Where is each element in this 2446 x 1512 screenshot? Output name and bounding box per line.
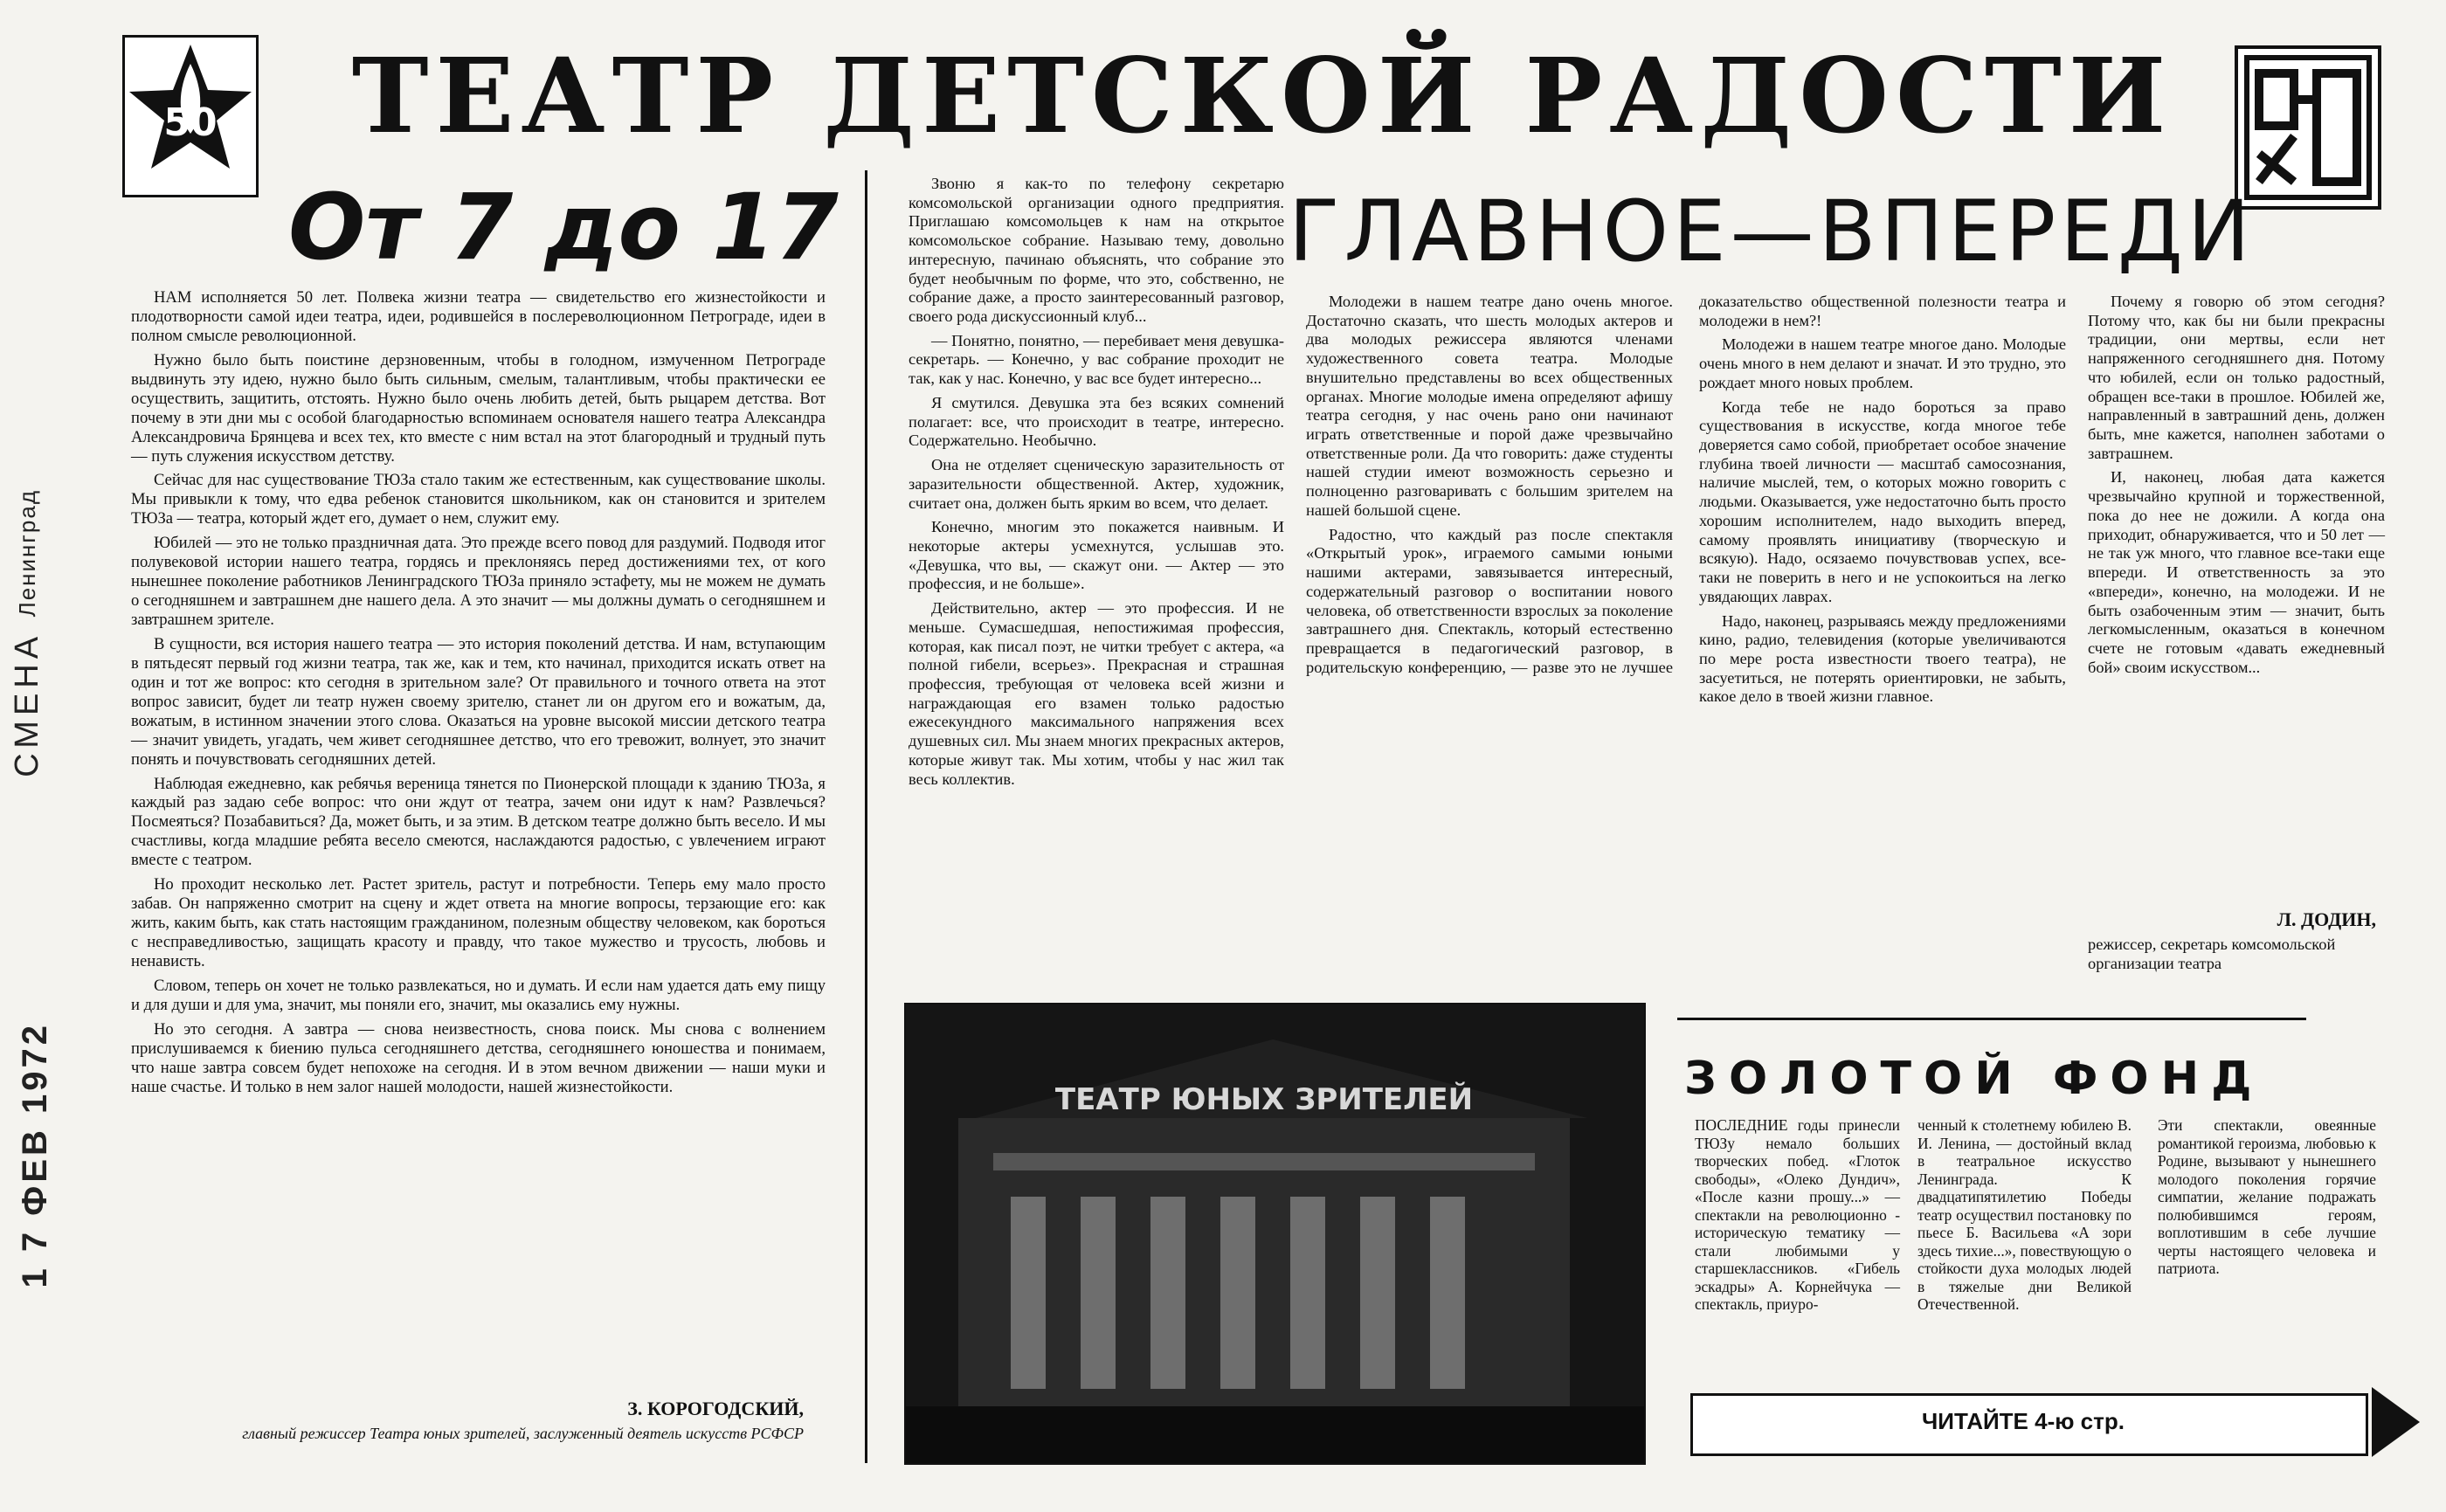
paragraph: Наблюдая ежедневно, как ребячья вереница тянется по Пионерской площади к зданию ТЮЗа, я каждый раз задаю себе вопрос: что они ждут от театра, зачем они идут к нам? Развлечься? Посмеяться? Позабавиться? Да, может быть, и за этим. В детском театре должно быть весело. И мы счастливы, когда младшие ребята весело смеются, наслаждаются радостью, с увлечением играют вместе с театром.: [131, 774, 826, 870]
paragraph: Звоню я как-то по телефону секретарю комсомольской организации одного предприятия. Приглашаю комсомольцев к нам на открытое комсомольское собрание. Называю тему, довольно интересную, пачинаю объяснять, что собрание это будет необычным по форме, что это, собственно, не собрание даже, а просто заинтересованный разговор, своего рода дискуссионный клуб...: [909, 175, 1284, 326]
arrow-right-icon: [2372, 1387, 2420, 1457]
paragraph: Почему я говорю об этом сегодня? Потому что, как бы ни были прекрасны традиции, они мертвы, если нет напряженного сегодняшнего дня. Потому что юбилей, если он только радостный, обращен все-таки в прошлое. Юбилей же, направленный в завтрашний день, должен быть, мне кажется, наполнен заботами о завтрашнем.: [2088, 293, 2385, 462]
paragraph: Я смутился. Девушка эта без всяких сомнений полагает: все, что происходит в театре, интересно. Содержательно. Необычно.: [909, 393, 1284, 450]
theatre-photo: [904, 1003, 1646, 1465]
article-right-col2: [1306, 293, 2066, 983]
paragraph: И, наконец, любая дата кажется чрезвычайно крупной и торжественной, пока до нее не дожили. А когда она приходит, обнаруживается, что и 50 лет — не так уж много, что главное все-таки еще впереди. И ответственность за это «впереди», конечно, на молодежи. И не быть озабоченным этим — значит, быть легкомысленным, оказаться в конечном счете не готовым «давать ежедневный бой» своим искусством...: [2088, 468, 2385, 676]
newspaper-name: СМЕНА: [9, 631, 45, 777]
article-left-body: [131, 288, 826, 1380]
paragraph: Молодежи в нашем театре дано очень многое. Достаточно сказать, что шесть молодых актеров и два молодых режиссера являются членами художественного совета театра. Молодые внушительно представлены во всех общественных органах. Многие молодые имена определяют афишу театра сегодня, у нас очень рано они начинают играть ответственные и порой даже чрезвычайно ответственные роли. Да что говорить: даже студенты нашей студии имеют возможность серьезно и полноценно разговаривать с большим зрителем на нашей большой сцене.: [1306, 293, 1673, 519]
photo-sign-text: ТЕАТР ЮНЫХ ЗРИТЕЛЕЙ: [1054, 1082, 1474, 1117]
paragraph: Надо, наконец, разрываясь между предложениями кино, радио, телевидения (которые увеличиваются по мере роста известности твоего театра), не засуетиться, не потерять ориентировки, не забыть, какое дело в твоей жизни главное.: [1699, 611, 2066, 706]
paragraph: В сущности, вся история нашего театра — это история поколений детства. И нам, вступающим в пятьдесят первый год жизни театра, так же, как и тем, кто начинал, приходится искать ответ на один и тот же вопрос: кто сегодня в зрительном зале? От правильного и точного ответа на этот вопрос зависит, будет ли театр нужен своему зрителю, станет ли он другом его и вожатым, да, вожатым, в истинном значении этого слова. Оказаться на уровне высокой миссии детского театра — значит увидеть, угадать, чем живет сегодняшнее детство, что его тревожит, волнует, это значит понять и почувствовать сегодняшних детей.: [131, 634, 826, 769]
paragraph: НАМ исполняется 50 лет. Полвека жизни театра — свидетельство его жизнестойкости и плодотворности самой идеи театра, идеи, родившейся в послереволюционном Петрограде, идеи в полном смысле революционной.: [131, 288, 826, 345]
paragraph: Сейчас для нас существование ТЮЗа стало таким же естественным, как существование школы. Мы привыкли к тому, что едва ребенок становится школьником, как он становится и зрителем ТЮЗа — театра, который ждет его, думает о нем, служит ему.: [131, 471, 826, 528]
paragraph: Юбилей — это не только праздничная дата. Это прежде всего повод для раздумий. Подводя итог полувековой истории нашего театра, гордясь и преклоняясь перед достижениями тех, от кого нынешнее поколение работников Ленинградского ТЮЗа приняло эстафету, мы не можем не думать о сегодняшнем и завтрашнем дне нашего дела. А это значит — мы должны думать о сегодняшнем и завтрашнем зрителе.: [131, 534, 826, 629]
article-right-col1: [909, 175, 1284, 961]
theatre-building-image: [906, 1005, 1644, 1463]
page-title: ТЕАТР ДЕТСКОЙ РАДОСТИ: [351, 35, 2173, 156]
author-role-right: режиссер, секретарь комсомольской организации театра: [2088, 936, 2336, 973]
emblem-number: 50: [163, 100, 218, 145]
paragraph: Конечно, многим это покажется наивным. И некоторые актеры усмехнутся, услышав это. «Девушка, что вы, — скажут они. — Актер — это профессия, и не больше».: [909, 518, 1284, 593]
paragraph: — Понятно, понятно, — перебивает меня девушка-секретарь. — Конечно, у вас собрание проходит не так, как у нас. Конечно, у вас все будет интересно...: [909, 331, 1284, 388]
column-divider: [865, 170, 867, 1463]
star-flame-icon: [125, 38, 256, 195]
article-headline-right: ГЛАВНОЕ—ВПЕРЕДИ: [1289, 183, 2255, 280]
paragraph: Она не отделяет сценическую заразительность от заразительности общественной. Актер, художник, считает она, должен быть ярким во всем, что делает.: [909, 456, 1284, 512]
paragraph: Действительно, актер — это профессия. И не меньше. Сумасшедшая, непостижимая профессия, которая, как писал поэт, не читки требует с актера, «а полной гибели, всерьез». Прекрасная и страшная профессия, требующая от человека всей жизни и награждающая его взамен только радостью ежесекундного максимального напряжения всех душевных сил. Мы знаем многих прекрасных актеров, которые живут так. Мы хотим, чтобы у нас жил так весь коллектив.: [909, 599, 1284, 788]
fund-col3: Эти спектакли, овеянные романтикой героизма, любовью к Родине, вызывают у нынешнего молодого поколения горячие симпатии, желание подражать полюбившимся героям, воплотившим в себе лучшие черты настоящего человека и патриота.: [2158, 1116, 2376, 1278]
paragraph: Словом, теперь он хочет не только развлекаться, но и думать. И если нам удается дать ему пищу и для души и для ума, значит, мы поняли его, значит, мы оказались ему нужны.: [131, 976, 826, 1014]
newspaper-city: Ленинград: [14, 489, 40, 618]
paragraph: Но это сегодня. А завтра — снова неизвестность, снова поиск. Мы снова с волнением прислушиваемся к биению пульса сегодняшнего детства, сегодняшнего юношества и понимаем, что наше завтра совсем будет непохоже на сегодня. И в этом вечном движении — наши муки и наше счастье. И только в нем залог нашей молодости, нашей жизнестойкости.: [131, 1019, 826, 1096]
author-role-left: главный режиссер Театра юных зрителей, заслуженный деятель искусств РСФСР: [242, 1425, 804, 1442]
article-headline-left: От 7 до 17: [288, 174, 839, 280]
read-more-label[interactable]: ЧИТАЙТЕ 4-ю стр.: [1922, 1408, 2125, 1434]
article-right-col3: [2088, 293, 2385, 904]
paragraph: Когда тебе не надо бороться за право существования в искусстве, когда многое тебе доверяется само собой, приобретает особое значение глубина твоей личности — масштаб самосознания, наличие мыслей, тем, о которых можно говорить с людьми. Оказывается, уже недостаточно быть просто хорошим исполнителем, надо выходить вперед, самому проявлять инициативу (творческую и всякую). Надо, осязаемо почувствовав успех, все-таки не поверить в него и не успокоиться на легко увядающих лаврах.: [1699, 397, 2067, 605]
paragraph: Радостно, что каждый раз после спектакля «Открытый урок», играемого самыми юными нашими актерами, завязывается интересный, содержательный разговор о воспитании нового человека, об ответственности взрослых за поколение завтрашнего дня. Спектакль, который естественно превращается в педагогический разговор, в родительскую конференцию, — разве это не лучшее доказательство общественной полезности театра и молодежи в нем?!: [1306, 293, 2066, 676]
fund-col2: ченный к столетнему юбилею В. И. Ленина, — достойный вклад в театральное искусство Ленинграда. К двадцатипятилетию Победы театр осуществил постановку по пьесе Б. Васильева «А зори здесь тихие...», повествующую о стойкости духа молодых людей в тяжелые дни Великой Отечественной.: [1917, 1116, 2132, 1314]
author-name-left: З. КОРОГОДСКИЙ,: [627, 1398, 804, 1419]
paragraph: Нужно было быть поистине дерзновенным, чтобы в голодном, измученном Петрограде выдвинуть эту идею, нужно было быть сильным, смелым, талантливым, чтобы практически ее осуществить, защитить, отстоять. Нужно было очень любить детей, быть рыцарем детства. Вот почему в эти дни мы с особой благодарностью вспоминаем основателя нашего театра Александра Александровича Брянцева и всех тех, кто вместе с ним встал на этот благородный и трудный путь — путь служения искусством детству.: [131, 350, 826, 466]
paragraph: Молодежи в нашем театре многое дано. Молодые очень много в нем делают и значат. И это трудно, это рождает много новых проблем.: [1699, 335, 2066, 391]
section-title-golden-fund: ЗОЛОТОЙ ФОНД: [1684, 1053, 2264, 1105]
fund-col1: ПОСЛЕДНИЕ годы принесли ТЮЗу немало больших творческих побед. «Глоток свободы», «Олеко Дундич», «После казни прошу...» — спектакли на революционно - историческую тематику — стали любимыми у старшеклассников. «Гибель эскадры» А. Корнейчука — спектакль, приуро-: [1695, 1116, 1900, 1314]
paragraph: Но проходит несколько лет. Растет зритель, растут и потребности. Теперь ему мало просто забав. Он напряженно смотрит на сцену и ждет ответа на многие вопросы, терзающие его: как жить, каким быть, как стать настоящим гражданином, полезным обществу человеком, как бороться с несправедливостью, защищать красоту и правду, что такое мужество и трусость, любовь и ненависть.: [131, 875, 826, 970]
author-name-right: Л. ДОДИН,: [2277, 908, 2376, 930]
archive-date-stamp: 1 7 ФЕВ 1972: [16, 1022, 54, 1288]
newspaper-stamp: [9, 489, 70, 777]
anniversary-emblem: [122, 35, 259, 197]
horizontal-divider: [1677, 1018, 2306, 1020]
